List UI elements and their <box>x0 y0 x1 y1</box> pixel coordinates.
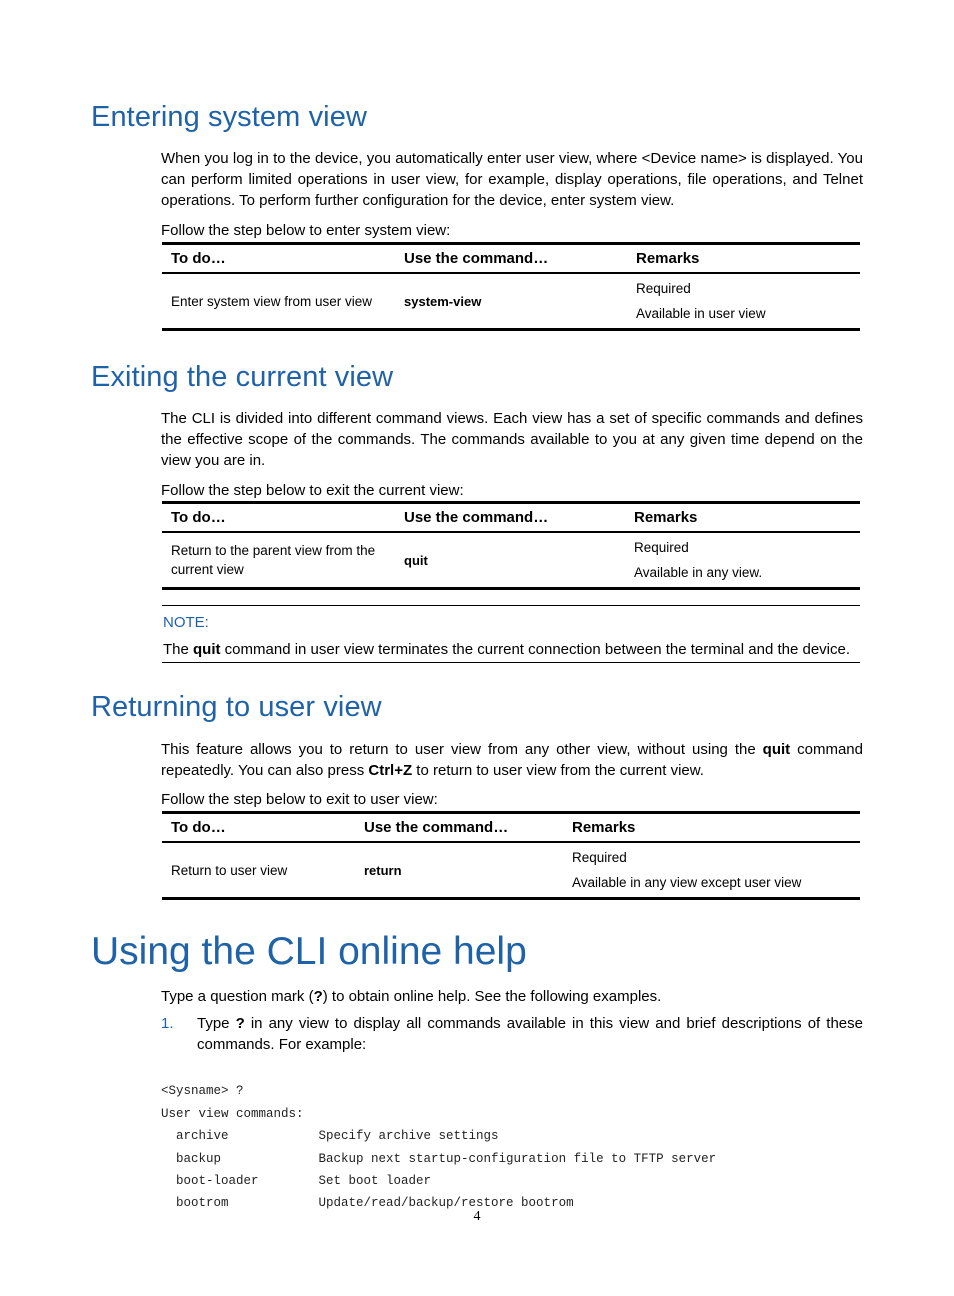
table-row <box>162 842 860 899</box>
cell-todo: Return to user view <box>162 842 355 899</box>
command-name: system-view <box>404 293 482 309</box>
inline-key: Ctrl+Z <box>368 762 413 779</box>
remark-line: Required <box>636 281 691 296</box>
column-header-todo: To do… <box>162 244 395 274</box>
inline-symbol: ? <box>235 1015 245 1032</box>
command-name: return <box>364 862 402 878</box>
section-paragraph: When you log in to the device, you automatically enter user view, where <Device name> is displayed. You can perform limited operations in user view, for example, display operations, file operations, and Telnet operations. To perform further configuration for the device, enter system view. <box>161 150 863 209</box>
section-title-entering-system-view: Entering system view <box>91 101 367 133</box>
cell-command <box>355 842 563 899</box>
code-line: archive Specify archive settings <box>161 1129 499 1144</box>
inline-command: quit <box>762 741 791 758</box>
table-lead-text: Follow the step below to exit the current view: <box>161 482 464 499</box>
code-line: <Sysname> ? <box>161 1084 244 1099</box>
table-lead-text: Follow the step below to enter system view: <box>161 222 451 239</box>
note-box <box>162 605 860 663</box>
list-item-number: 1. <box>161 1015 174 1032</box>
table-row <box>162 273 860 330</box>
note-text: The quit command in user view terminates the current connection between the terminal and the device. <box>163 641 851 658</box>
code-line: boot-loader Set boot loader <box>161 1174 432 1189</box>
section-paragraph: This feature allows you to return to user view from any other view, without using the quit command repeatedly. You can also press Ctrl+Z to return to user view from the current view. <box>161 741 863 779</box>
cell-remarks <box>627 273 860 330</box>
column-header-remarks: Remarks <box>563 813 860 843</box>
section-paragraph: Type a question mark (?) to obtain online help. See the following examples. <box>161 988 662 1005</box>
remark-line: Required <box>572 850 627 865</box>
table-header-row <box>162 813 860 843</box>
table-header-row <box>162 503 860 533</box>
cell-remarks <box>625 532 860 589</box>
section-paragraph: The CLI is divided into different command views. Each view has a set of specific commands and defines the effective scope of the commands. The commands available to you at any given time depend on the view you are in. <box>161 410 863 469</box>
command-name: quit <box>404 552 428 568</box>
section-title-exiting-current-view: Exiting the current view <box>91 361 394 393</box>
remark-line: Required <box>634 540 689 555</box>
table-row <box>162 532 860 589</box>
chapter-title-cli-online-help: Using the CLI online help <box>91 930 527 973</box>
code-line: User view commands: <box>161 1106 304 1121</box>
note-label: NOTE: <box>163 614 209 631</box>
column-header-todo: To do… <box>162 503 395 533</box>
list-item-text: Type ? in any view to display all commands available in this view and brief descriptions of these commands. For example: <box>197 1015 863 1053</box>
column-header-command: Use the command… <box>355 813 563 843</box>
cell-remarks <box>563 842 860 899</box>
remark-line: Available in user view <box>636 306 766 321</box>
section-title-returning-to-user-view: Returning to user view <box>91 691 382 723</box>
cell-todo: Return to the parent view from the current view <box>162 532 395 589</box>
code-line: backup Backup next startup-configuration file to TFTP server <box>161 1151 717 1166</box>
column-header-command: Use the command… <box>395 503 625 533</box>
list-item <box>161 1013 863 1055</box>
table-lead-text: Follow the step below to exit to user view: <box>161 791 438 808</box>
remark-line: Available in any view. <box>634 565 763 580</box>
cell-command <box>395 273 627 330</box>
page-number: 4 <box>473 1209 481 1224</box>
remark-line: Available in any view except user view <box>572 875 802 890</box>
command-table <box>162 242 860 331</box>
inline-command: quit <box>193 641 221 658</box>
cell-command <box>395 532 625 589</box>
command-table <box>162 501 860 590</box>
table-header-row <box>162 244 860 274</box>
column-header-todo: To do… <box>162 813 355 843</box>
inline-symbol: ? <box>313 988 323 1005</box>
column-header-remarks: Remarks <box>625 503 860 533</box>
column-header-command: Use the command… <box>395 244 627 274</box>
command-table <box>162 811 860 900</box>
code-line: bootrom Update/read/backup/restore bootrom <box>161 1196 574 1211</box>
cell-todo: Enter system view from user view <box>162 273 395 330</box>
column-header-remarks: Remarks <box>627 244 860 274</box>
